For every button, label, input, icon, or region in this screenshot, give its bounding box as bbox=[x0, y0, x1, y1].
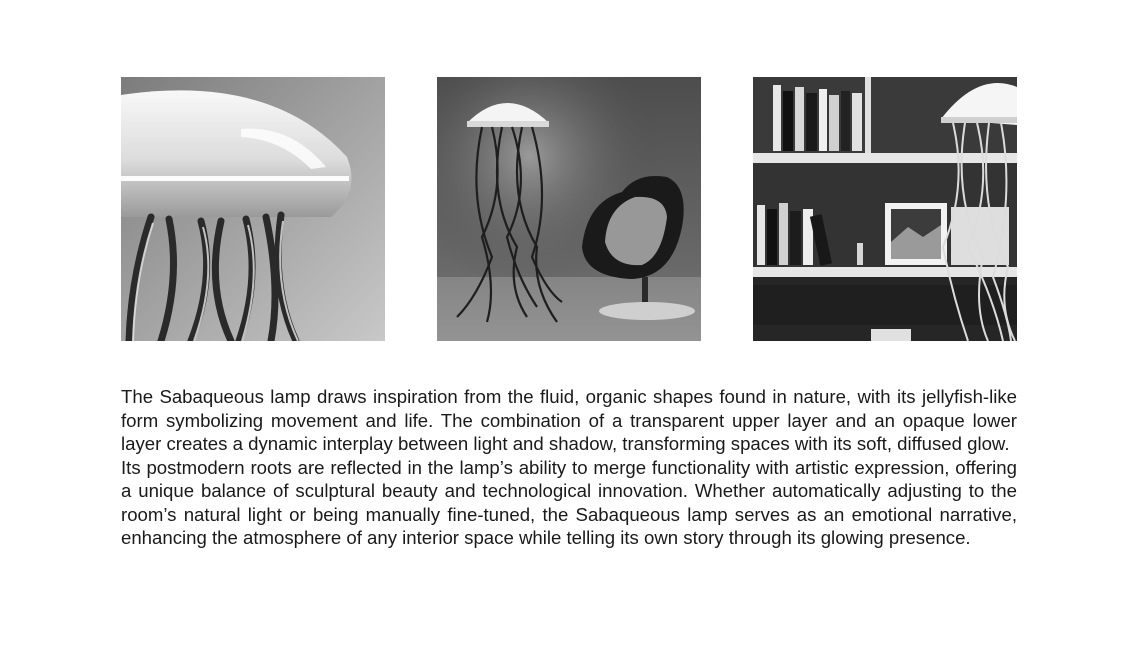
lamp-closeup-photo bbox=[121, 77, 385, 341]
description-paragraph-1: The Sabaqueous lamp draws inspiration from the fluid, organic shapes found in nature, with its jellyfish-like form symbolizing movement and life. The combination of a transparent upper layer and an opaque lower layer creates a dynamic interplay between light and shadow, transforming spaces with its soft, diffused glow. bbox=[121, 386, 1017, 454]
lamp-bookshelf-photo bbox=[753, 77, 1017, 341]
lamp-with-chair-illustration bbox=[437, 77, 701, 341]
lamp-closeup-illustration bbox=[121, 77, 385, 341]
lamp-description bbox=[121, 385, 1017, 550]
lamp-bookshelf-illustration bbox=[753, 77, 1017, 341]
description-paragraph-2: Its postmodern roots are reflected in the lamp’s ability to merge functionality with artistic expression, offering a unique balance of sculptural beauty and technological innovation. Whether automatically adjusting to the room’s natural light or being manually fine-tuned, the Sabaqueous lamp serves as an emotional narrative, enhancing the atmosphere of any interior space while telling its own story through its glowing presence. bbox=[121, 456, 1017, 548]
lamp-with-chair-photo bbox=[437, 77, 701, 341]
